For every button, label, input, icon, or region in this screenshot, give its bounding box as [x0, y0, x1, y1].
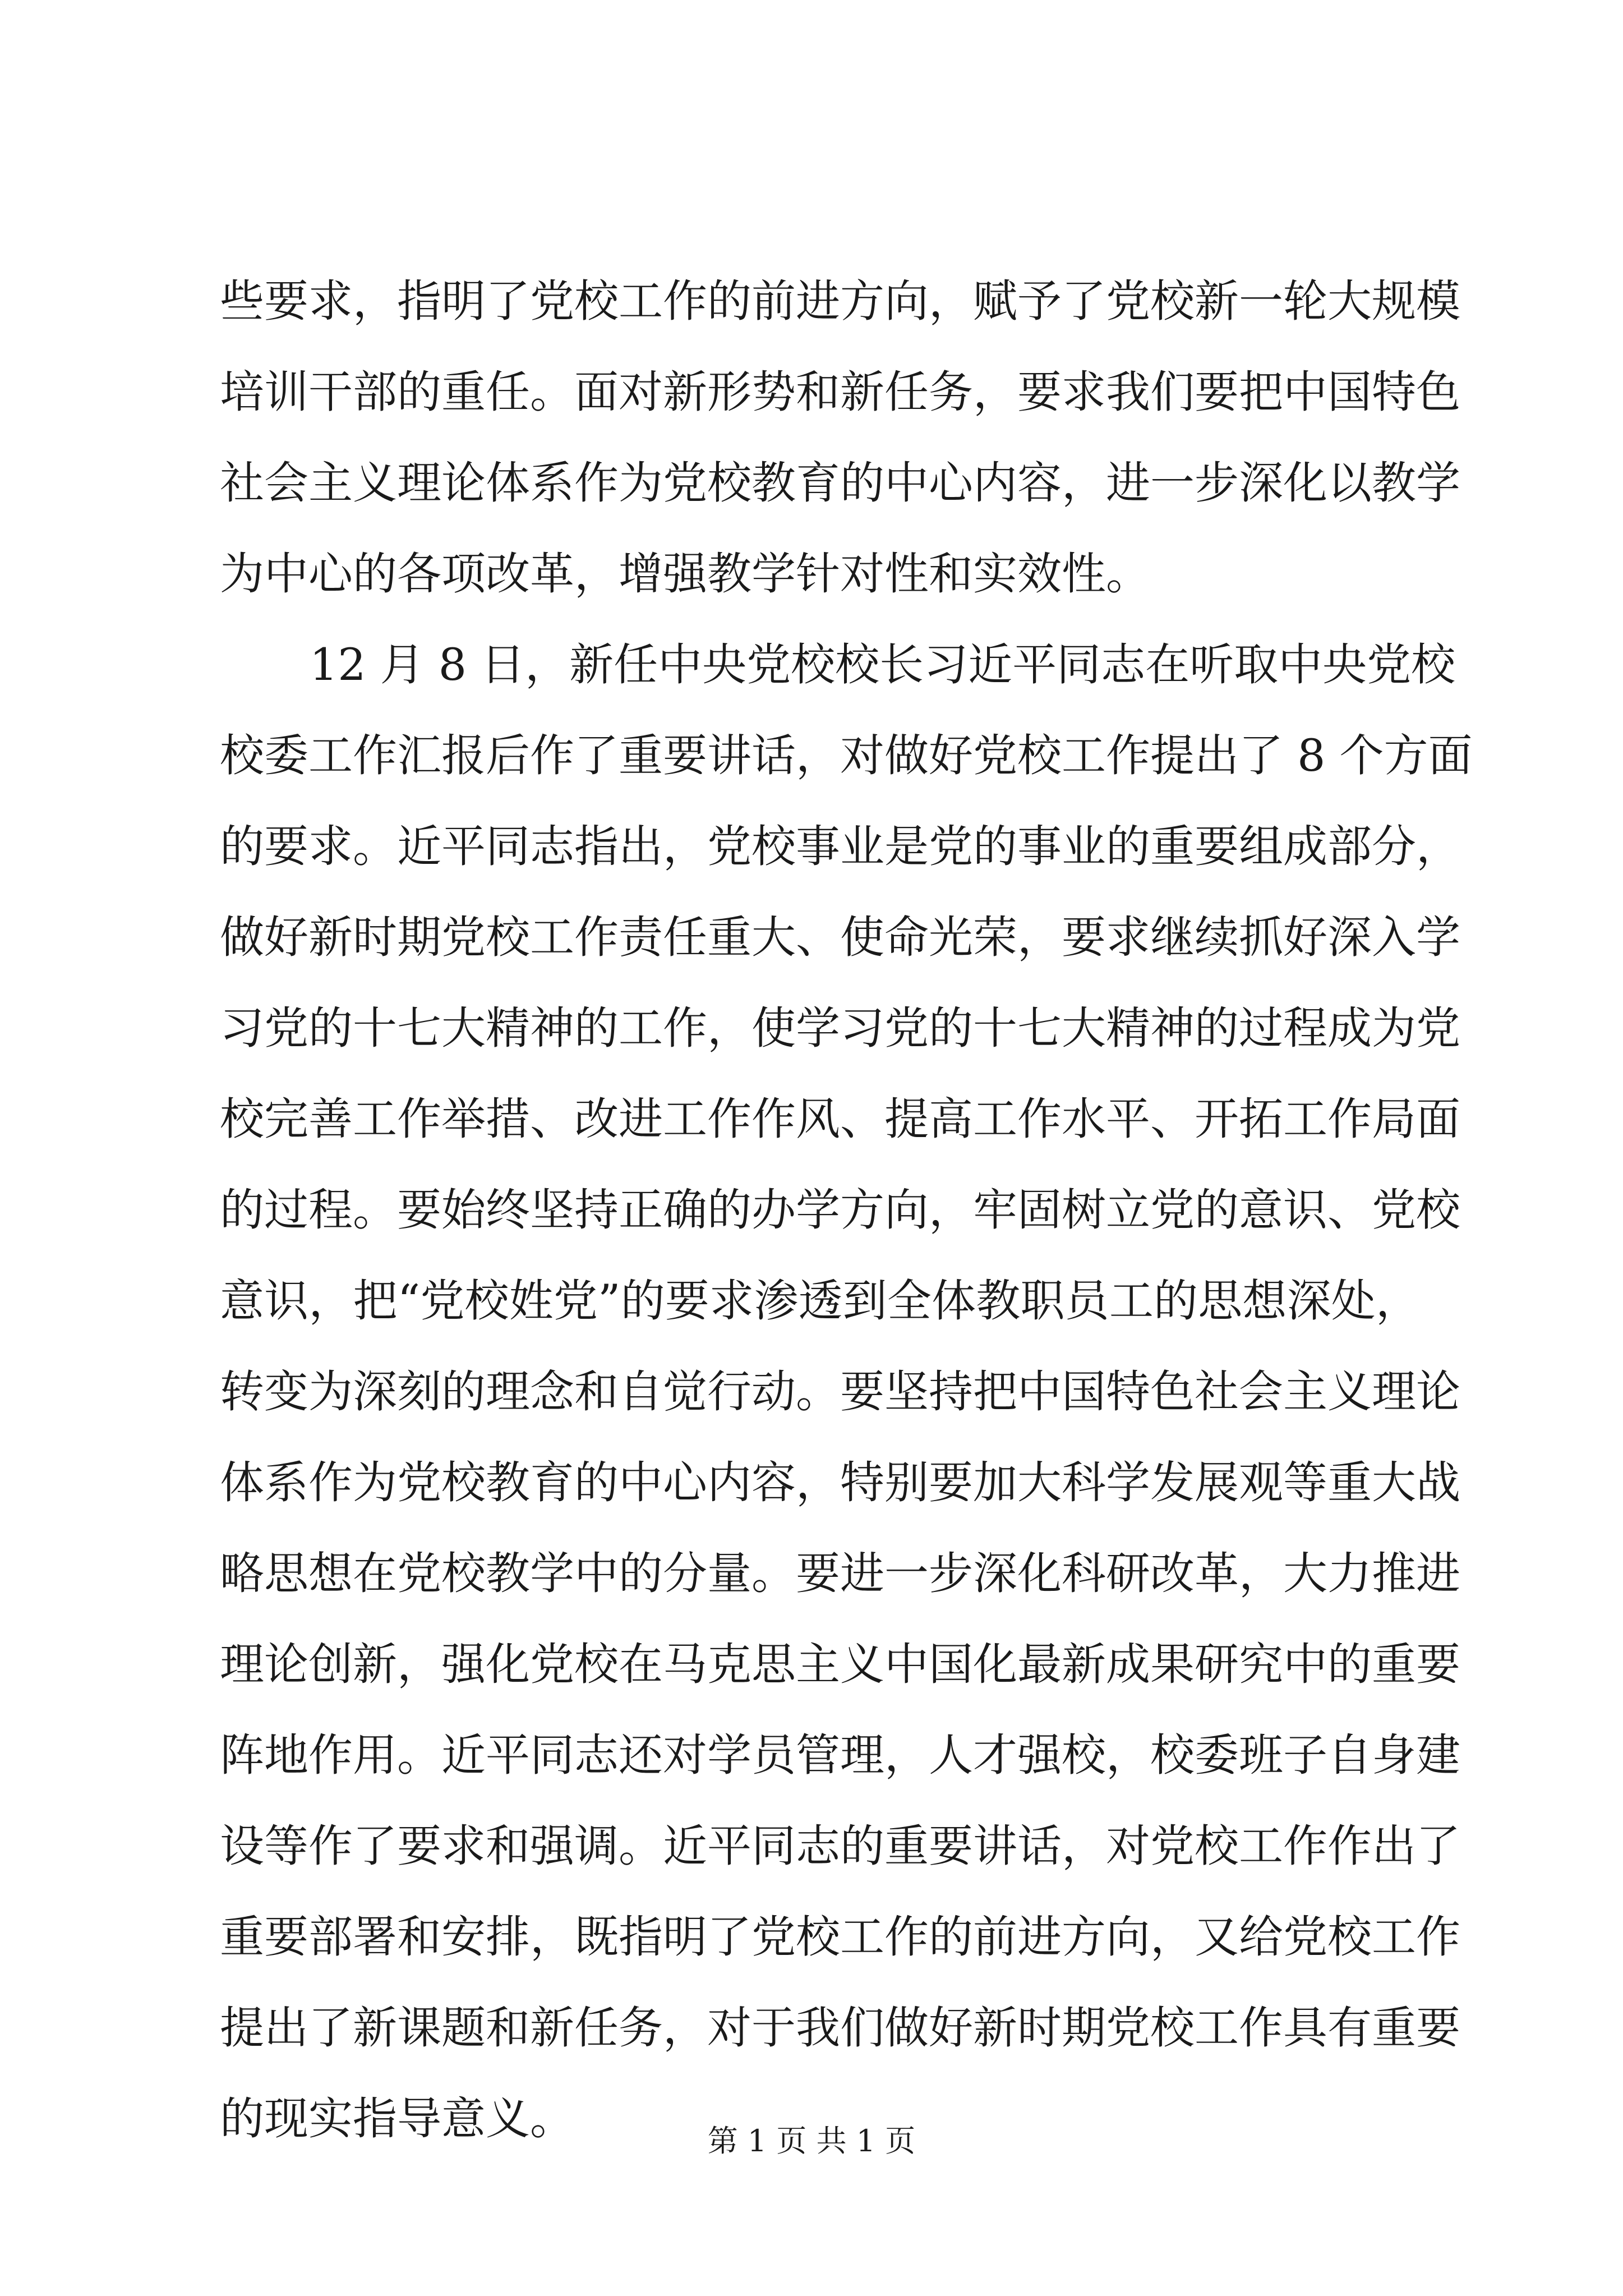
text-line: 培训干部的重任。面对新形势和新任务，要求我们要把中国特色 [220, 366, 1460, 418]
text-line: 校委工作汇报后作了重要讲话，对做好党校工作提出了 8 个方面 [220, 730, 1473, 781]
paragraph-2 [220, 619, 1473, 2164]
text-line: 些要求，指明了党校工作的前进方向，赋予了党校新一轮大规模 [220, 275, 1460, 327]
paragraph-1 [220, 256, 1460, 619]
page-number-footer: 第 1 页 共 1 页 [707, 2123, 916, 2159]
text-line: 社会主义理论体系作为党校教育的中心内容，进一步深化以教学 [220, 457, 1460, 509]
text-line: 设等作了要求和强调。近平同志的重要讲话，对党校工作作出了 [220, 1820, 1460, 1872]
text-line: 为中心的各项改革，增强教学针对性和实效性。 [220, 548, 1150, 600]
text-line: 意识，把“党校姓党”的要求渗透到全体教职员工的思想深处， [220, 1275, 1420, 1327]
text-line: 的过程。要始终坚持正确的办学方向，牢固树立党的意识、党校 [220, 1184, 1460, 1236]
text-line: 理论创新，强化党校在马克思主义中国化最新成果研究中的重要 [220, 1639, 1460, 1690]
text-line: 习党的十七大精神的工作，使学习党的十七大精神的过程成为党 [220, 1002, 1460, 1054]
document-body [220, 256, 1473, 2164]
text-line: 体系作为党校教育的中心内容，特别要加大科学发展观等重大战 [220, 1457, 1460, 1508]
text-line: 略思想在党校教学中的分量。要进一步深化科研改革，大力推进 [220, 1548, 1460, 1599]
text-line: 重要部署和安排，既指明了党校工作的前进方向，又给党校工作 [220, 1911, 1460, 1963]
text-line: 的现实指导意义。 [220, 2093, 574, 2145]
text-line: 做好新时期党校工作责任重大、使命光荣，要求继续抓好深入学 [220, 912, 1460, 963]
text-line: 阵地作用。近平同志还对学员管理，人才强校，校委班子自身建 [220, 1729, 1460, 1781]
text-line: 转变为深刻的理念和自觉行动。要坚持把中国特色社会主义理论 [220, 1366, 1460, 1418]
text-line: 提出了新课题和新任务，对于我们做好新时期党校工作具有重要 [220, 2002, 1460, 2054]
text-line: 的要求。近平同志指出，党校事业是党的事业的重要组成部分， [220, 821, 1460, 872]
text-line: 校完善工作举措、改进工作作风、提高工作水平、开拓工作局面 [220, 1093, 1460, 1145]
text-line: 12 月 8 日，新任中央党校校长习近平同志在听取中央党校 [310, 639, 1456, 691]
